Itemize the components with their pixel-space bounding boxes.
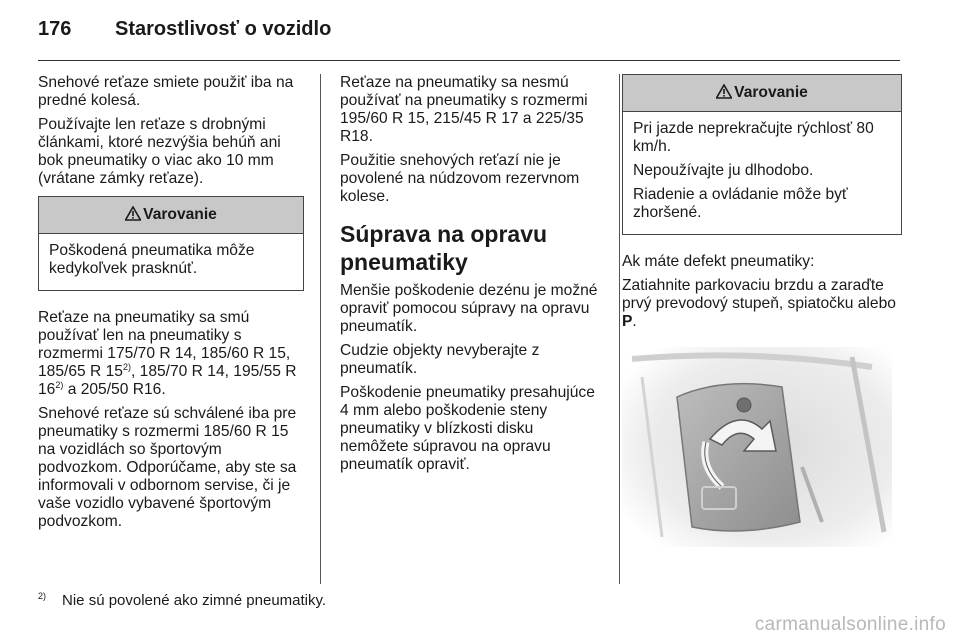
- column-3: [622, 74, 902, 547]
- paragraph: [38, 309, 304, 399]
- page-number: 176: [38, 18, 72, 40]
- paragraph: Použitie snehových reťazí nie je povolené na núdzovom rezervnom kolese.: [340, 152, 580, 205]
- paragraph: Menšie poškodenie dezénu je možné opraviť pomocou súpravy na opravu pneumatík.: [340, 282, 598, 335]
- warning-triangle-icon: [125, 199, 141, 235]
- footnote-ref: 2): [55, 380, 64, 390]
- warning-header: [39, 197, 303, 234]
- gear-letter: P: [622, 313, 633, 330]
- trunk-cover-illustration: [622, 347, 892, 547]
- column-1: [38, 74, 304, 537]
- warning-title: Varovanie: [143, 206, 217, 223]
- paragraph: Snehové reťaze smiete použiť iba na predné kolesá.: [38, 74, 294, 109]
- warning-header: [623, 75, 901, 112]
- column-divider-2: [619, 74, 620, 584]
- warning-body: [39, 234, 303, 290]
- footnote: [38, 591, 326, 609]
- paragraph: Snehové reťaze sú schválené iba pre pneumatiky s rozmermi 185/60 R 15 na vozidlách so športovým podvozkom. Odporúčame, aby ste sa informovali v odbornom servise, či je vaše vozidlo vybavené športovým podvozkom.: [38, 405, 297, 530]
- watermark: carmanualsonline.info: [754, 614, 946, 635]
- footnote-ref: 2): [122, 362, 131, 372]
- paragraph: Používajte len reťaze s drobnými článkami, ktoré nezvýšia behúň ani bok pneumatiky o viac ako 10 mm (vrátane zámky reťaze).: [38, 116, 281, 187]
- column-divider-1: [320, 74, 321, 584]
- text: .: [632, 313, 637, 330]
- text: Zatiahnite parkovaciu brzdu a zaraďte prvý prevodový stupeň, spiatočku alebo: [622, 277, 896, 312]
- footnote-text: Nie sú povolené ako zimné pneumatiky.: [62, 592, 327, 609]
- warning-triangle-icon: [716, 77, 732, 113]
- column-2: [340, 74, 606, 480]
- warning-text: Pri jazde neprekračujte rýchlosť 80 km/h.: [633, 120, 874, 155]
- warning-box: [38, 196, 304, 291]
- warning-body: [623, 112, 901, 234]
- section-heading: Súprava na opravu pneumatiky: [340, 221, 548, 275]
- header-rule: [38, 60, 900, 61]
- warning-box: [622, 74, 902, 235]
- text: Reťaze na pneumatiky sa smú používať len na pneumatiky s rozmermi 175/70 R 14, 185/60 R 15, 185/65 R 15: [38, 309, 291, 380]
- paragraph: Ak máte defekt pneumatiky:: [622, 253, 815, 270]
- paragraph: [622, 277, 902, 331]
- warning-text: Nepoužívajte ju dlhodobo.: [633, 162, 814, 179]
- text: , 185/70 R 14, 195/55 R 16: [38, 363, 297, 398]
- footnote-mark: 2): [38, 591, 47, 601]
- paragraph: Poškodenie pneumatiky presahujúce 4 mm alebo poškodenie steny pneumatiky v blízkosti disku nemôžete súpravou na opravu pneumatík opraviť.: [340, 384, 595, 473]
- page-title: Starostlivosť o vozidlo: [115, 18, 332, 40]
- text: a 205/50 R16.: [63, 381, 166, 398]
- warning-text: Poškodená pneumatika môže kedykoľvek prasknúť.: [49, 242, 255, 277]
- warning-title: Varovanie: [734, 84, 808, 101]
- paragraph: Reťaze na pneumatiky sa nesmú používať na pneumatiky s rozmermi 195/60 R 15, 215/45 R 17 a 225/35 R18.: [340, 74, 588, 145]
- warning-text: Riadenie a ovládanie môže byť zhoršené.: [633, 186, 848, 221]
- paragraph: Cudzie objekty nevyberajte z pneumatík.: [340, 342, 540, 377]
